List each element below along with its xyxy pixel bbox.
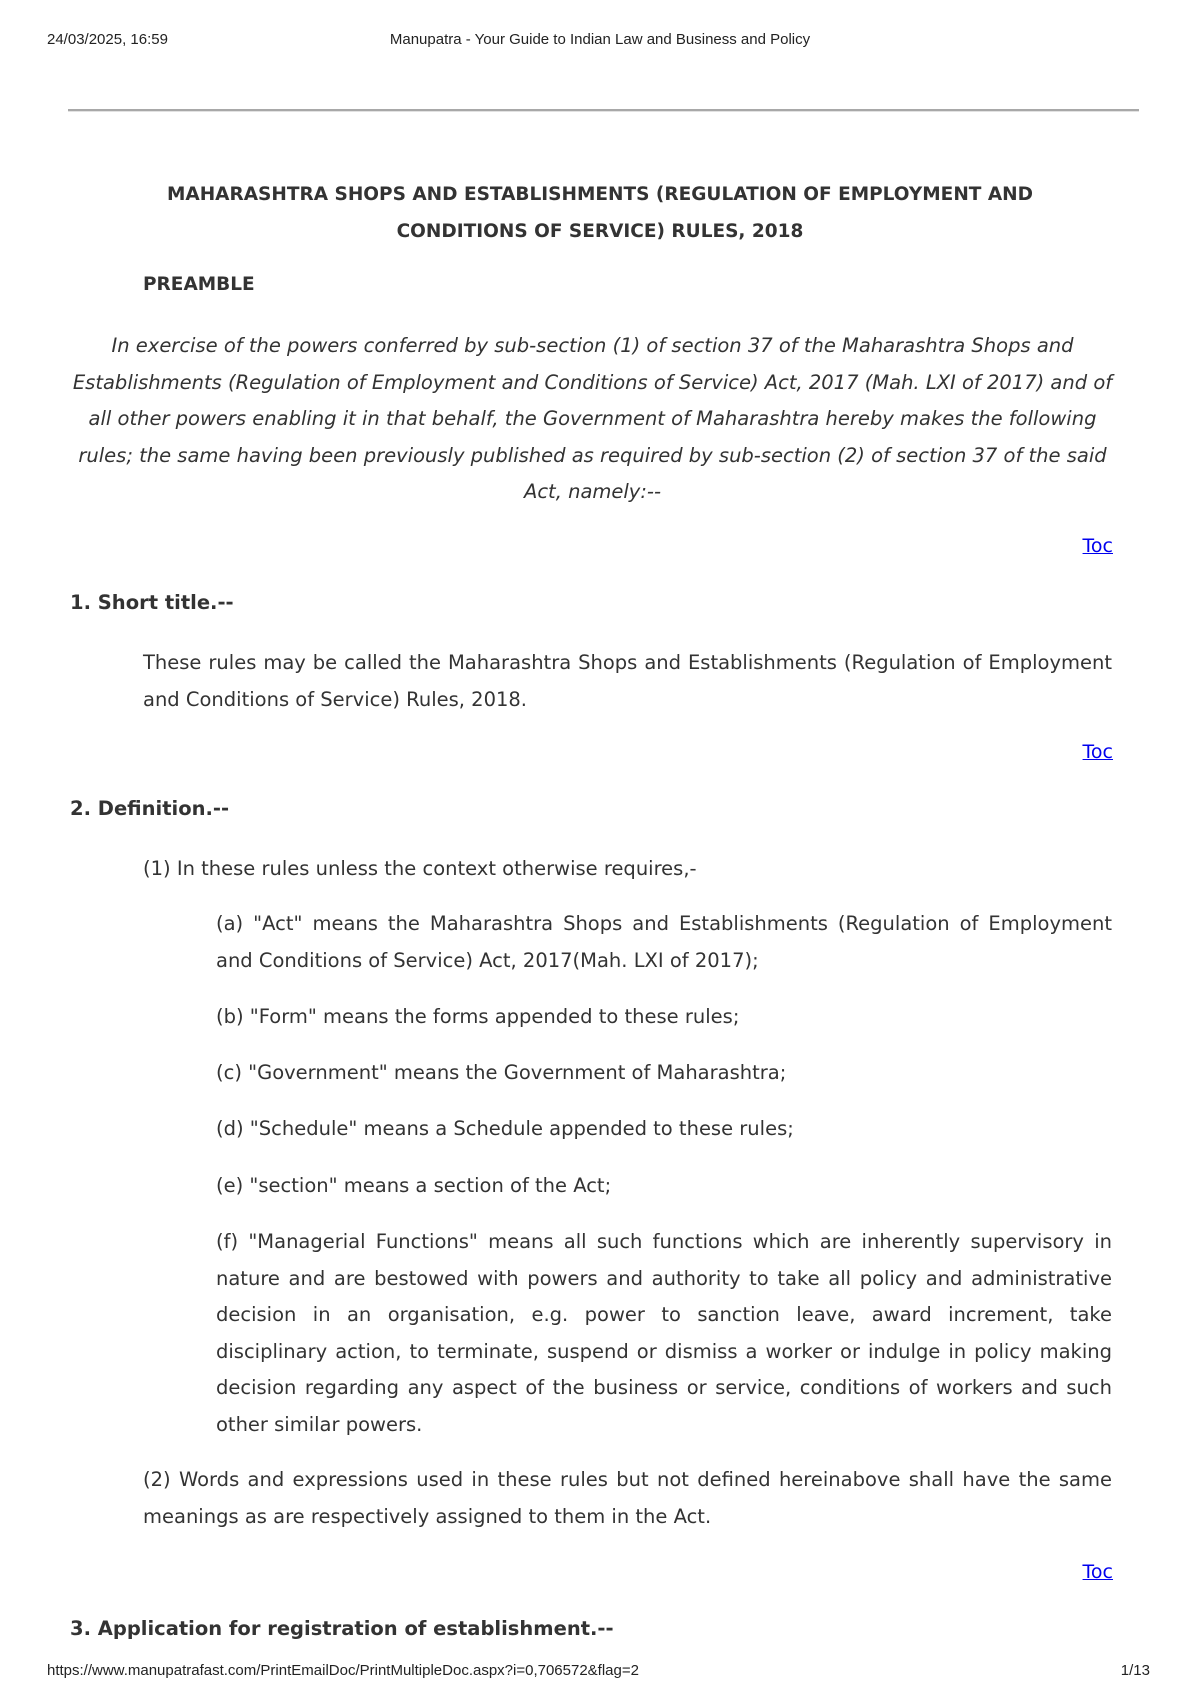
section-text: These rules may be called the Maharashtra Shops and Establishments (Regulation of Employment and Conditions of Service) Rules, 2018. [143, 651, 1112, 711]
print-url: https://www.manupatrafast.com/PrintEmailDoc/PrintMultipleDoc.aspx?i=0,706572&flag=2 [47, 1662, 639, 1679]
subsection-intro: (1) In these rules unless the context otherwise requires,- [143, 857, 697, 880]
toc-link[interactable]: Toc [1082, 1561, 1113, 1583]
preamble-text: In exercise of the powers conferred by sub-section (1) of section 37 of the Maharashtra Shops and Establishments (Regulation of Employment and Conditions of Service) Act, 2017 (Mah. LXI of 2017) and of all other powers enabling it in that behalf, the Government of Maharashtra hereby makes the following rules; the same having been previously published as required by sub-section (2) of section 37 of the said Act, namely:-- [72, 334, 1113, 503]
horizontal-rule [68, 109, 1139, 112]
definition-clause: (b) "Form" means the forms appended to these rules; [216, 1005, 740, 1028]
section-heading: 3. Application for registration of establishment.-- [70, 1617, 614, 1640]
section-heading: 1. Short title.-- [70, 591, 234, 614]
definition-clause: (f) "Managerial Functions" means all such functions which are inherently supervisory in nature and are bestowed with powers and authority to take all policy and administrative decision in an organisation, e.g. power to sanction leave, award increment, take disciplinary action, to terminate, suspend or dismiss a worker or indulge in policy making decision regarding any aspect of the business or service, conditions of workers and such other similar powers. [216, 1230, 1112, 1436]
print-datetime: 24/03/2025, 16:59 [47, 31, 168, 48]
definition-clause: (e) "section" means a section of the Act; [216, 1174, 612, 1197]
section-heading: 2. Definition.-- [70, 797, 230, 820]
print-page-number: 1/13 [1120, 1662, 1150, 1679]
toc-link[interactable]: Toc [1082, 741, 1113, 763]
subsection-text: (2) Words and expressions used in these rules but not defined hereinabove shall have the same meanings as are respectively assigned to them in the Act. [143, 1468, 1112, 1528]
definition-clause: (a) "Act" means the Maharashtra Shops and Establishments (Regulation of Employment and Conditions of Service) Act, 2017(Mah. LXI of 2017); [216, 912, 1112, 972]
document-title: MAHARASHTRA SHOPS AND ESTABLISHMENTS (REGULATION OF EMPLOYMENT AND CONDITIONS OF SERVICE) RULES, 2018 [166, 184, 1034, 242]
print-page-title: Manupatra - Your Guide to Indian Law and Business and Policy [389, 31, 811, 48]
preamble-heading: PREAMBLE [143, 274, 255, 295]
definition-clause: (c) "Government" means the Government of Maharashtra; [216, 1061, 787, 1084]
definition-clause: (d) "Schedule" means a Schedule appended to these rules; [216, 1117, 794, 1140]
toc-link[interactable]: Toc [1082, 535, 1113, 557]
